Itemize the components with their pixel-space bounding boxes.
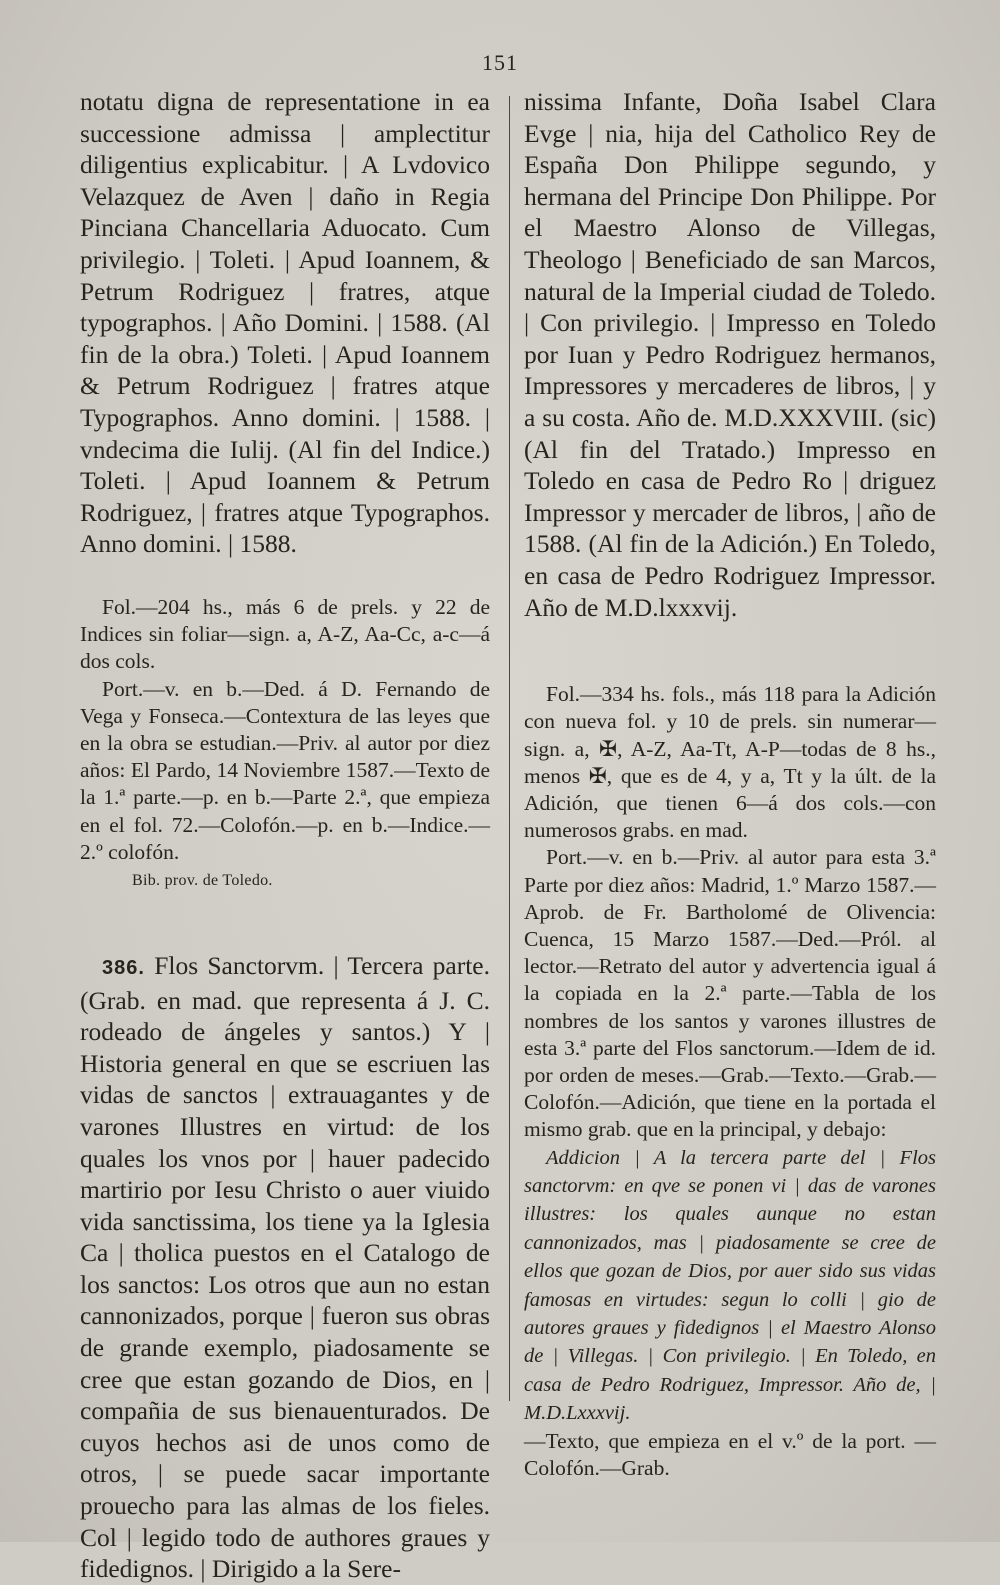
left-contents: Port.—v. en b.—Ded. á D. Fernando de Vega y Fonseca.—Contextura de las leyes que en la obra se estudian.—Priv. al autor por diez años: El Pardo, 14 Noviembre 1587.—Texto de la 1.ª parte.—p. en b.—Parte 2.ª, que empieza en el fol. 72.—Colofón.—p. en b.—Indice.—2.º colofón. [80, 676, 490, 864]
entry-number: 386. [102, 956, 145, 979]
left-title-continuation: notatu digna de representatione in ea successione admissa | amplectitur diligentius explicabitur. | A Lvdovico Velazquez de Aven | daño in Regia Pinciana Chancellaria Aduocato. Cum privilegio. | Toleti. | Apud Ioannem, & Petrum Rodriguez | fratres, atque typographos. | Año Domini. | 1588. (Al fin de la obra.) Toleti. | Apud Ioannem & Petrum Rodriguez | fratres atque Typographos. Anno domini. | 1588. | vndecima die Iulij. (Al fin del Indice.) Toleti. | Apud Ioannem & Petrum Rodriguez, | fratres atque Typographos. Anno domini. | 1588. [80, 87, 490, 559]
right-tail: —Texto, que empieza en el v.º de la port. —Colofón.—Grab. [524, 1428, 936, 1480]
left-column [80, 86, 490, 1585]
addition-title-quote: Addicion | A la tercera parte del | Flos sanctorvm: en qve se ponen vi | das de varones illustres: los quales aunque no estan cannonizados, mas | piadosamente se cree de ellos que gozan de Dios, por auer sido sus vidas famosas en virtudes: segun lo colli | gio de autores graues y fidedignos | el Maestro Alonso de | Villegas. | Con privilegio. | En Toledo, en casa de Pedro Rodriguez, Impressor. Año de, | M.D.Lxxxvij. [524, 1146, 936, 1425]
right-column [524, 86, 936, 1482]
column-divider [509, 96, 510, 1401]
left-collation: Fol.—204 hs., más 6 de prels. y 22 de Indices sin foliar—sign. a, A-Z, Aa-Cc, a-c—á dos cols. [80, 594, 490, 674]
entry-title-text: Flos Sanctorvm. | Tercera parte. (Grab. en mad. que representa á J. C. rodeado de ángeles y santos.) Y | Historia general en que se escriuen las vidas de sanctos | extrauagantes y de varones Illustres en virtud: de los quales los vnos por | hauer padecido martirio por Iesu Christo o auer viuido vida sanctissima, los tiene ya la Iglesia Ca | tholica puestos en el Catalogo de los sanctos: Los otros que aun no estan cannonizados, porque | fueron sus obras de grande exemplo, piadosamente se cree que estan gozando de Dios, en | compañia de sus bienauenturados. De cuyos hechos asi de unos como de otros, | se puede sacar importante prouecho para las almas de los fieles. Col | legido todo de authores graues y fidedignos. | Dirigido a la Sere- [80, 950, 491, 1584]
right-contents: Port.—v. en b.—Priv. al autor para esta 3.ª Parte por diez años: Madrid, 1.º Marzo 1587.—Aprob. de Fr. Bartholomé de Olivencia: Cuenca, 15 Marzo 1587.—Ded.—Pról. al lector.—Retrato del autor y advertencia igual á la copiada en la 2.ª parte.—Tabla de los nombres de los santos y varones illustres de esta 3.ª parte del Flos sanctorum.—Idem de id. por orden de meses.—Grab.—Texto.—Grab.—Colofón.—Adición, que tiene en la portada el mismo grab. que en la principal, y debajo: [524, 845, 936, 1142]
right-collation: Fol.—334 hs. fols., más 118 para la Adición con nueva fol. y 10 de prels. sin numerar—sign. a, ✠, A-Z, Aa-Tt, A-P—todas de 8 hs., menos ✠, que es de 4, y a, Tt y la últ. de la Adición, que tienen 6—á dos cols.—con numerosos grabs. en mad. [524, 682, 936, 843]
right-title-continuation: nissima Infante, Doña Isabel Clara Evge | nia, hija del Catholico Rey de España Don Philippe segundo, y hermana del Principe Don Philippe. Por el Maestro Alonso de Villegas, Theologo | Beneficiado de san Marcos, natural de la Imperial ciudad de Toledo. | Con privilegio. | Impresso en Toledo por Iuan y Pedro Rodriguez hermanos, Impressores y mercaderes de libros, | y a su costa. Año de. M.D.XXXVIII. (sic) (Al fin del Tratado.) Impresso en Toledo en casa de Pedro Ro | driguez Impressor y mercader de libros, | año de 1588. (Al fin de la Adición.) En Toledo, en casa de Pedro Rodriguez Impressor. Año de M.D.lxxxvij. [524, 87, 936, 622]
entry-386 [80, 950, 490, 1585]
library-source: Bib. prov. de Toledo. [132, 871, 273, 889]
page-number: 151 [482, 50, 518, 75]
